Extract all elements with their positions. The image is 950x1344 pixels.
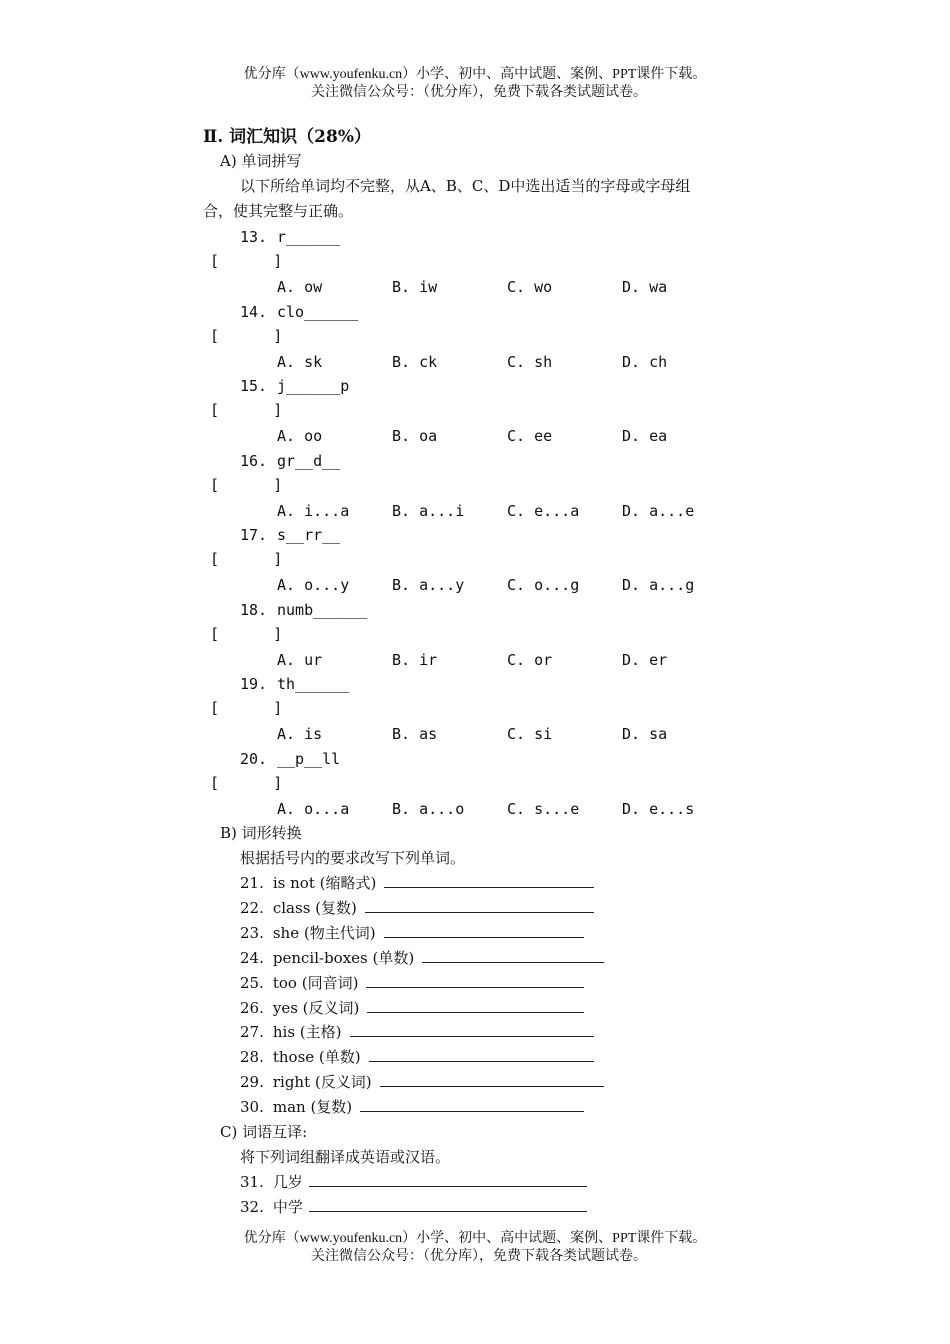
header-line-1: 优分库（www.youfenku.cn）小学、初中、高中试题、案例、PPT课件下载。: [243, 67, 707, 82]
answer-line[interactable]: [384, 872, 594, 888]
answer-line[interactable]: [350, 1021, 594, 1037]
answer-line[interactable]: [367, 997, 584, 1013]
option-b[interactable]: B. as: [392, 725, 438, 743]
option-b[interactable]: B. ir: [392, 650, 438, 669]
footer-line-1: 优分库（www.youfenku.cn）小学、初中、高中试题、案例、PPT课件下载。: [243, 1231, 707, 1246]
answer-line[interactable]: [360, 1096, 584, 1112]
question-number: 16.: [240, 451, 268, 470]
option-d[interactable]: D. wa: [622, 278, 668, 296]
answer-line[interactable]: [380, 1071, 604, 1087]
question-number: 15.: [240, 377, 268, 395]
question-word: clo______: [277, 302, 359, 321]
option-d[interactable]: D. e...s: [622, 799, 695, 818]
question-word: j______p: [277, 377, 350, 395]
answer-line[interactable]: [309, 1196, 587, 1212]
item-number: 22.: [240, 898, 264, 917]
answer-line[interactable]: [365, 897, 594, 913]
answer-bracket[interactable]: [ ]: [210, 550, 283, 568]
answer-line[interactable]: [384, 922, 584, 938]
option-d[interactable]: D. sa: [622, 725, 668, 743]
answer-bracket[interactable]: [ ]: [210, 699, 283, 717]
item-prompt: is not (缩略式): [272, 874, 377, 892]
option-c[interactable]: C. o...g: [507, 576, 580, 594]
item-prompt: right (反义词): [272, 1073, 372, 1092]
word-form-item: [240, 1021, 594, 1043]
answer-bracket[interactable]: [ ]: [210, 475, 283, 494]
option-b[interactable]: B. oa: [392, 427, 438, 445]
question-word: th______: [277, 675, 350, 693]
answer-bracket[interactable]: [ ]: [210, 326, 283, 345]
option-b[interactable]: B. a...y: [392, 576, 465, 594]
item-number: 31.: [240, 1173, 264, 1191]
option-d[interactable]: D. er: [622, 650, 668, 669]
item-prompt: 几岁: [272, 1173, 303, 1191]
option-a[interactable]: A. ow: [277, 278, 323, 296]
question-number: 18.: [240, 600, 268, 619]
option-a[interactable]: A. is: [277, 725, 323, 743]
translation-item: [240, 1196, 587, 1218]
part-a-heading: A) 单词拼写: [220, 152, 302, 170]
item-prompt: class (复数): [272, 898, 357, 917]
option-a[interactable]: A. i...a: [277, 501, 350, 520]
word-form-item: [240, 997, 584, 1019]
header-line-2: 关注微信公众号：（优分库），免费下载各类试题试卷。: [311, 85, 647, 100]
part-b-instruction: 根据括号内的要求改写下列单词。: [240, 849, 466, 867]
word-form-item: [240, 972, 584, 994]
option-b[interactable]: B. ck: [392, 352, 438, 371]
question-word: s__rr__: [277, 526, 341, 544]
word-form-item: [240, 1071, 604, 1093]
option-c[interactable]: C. s...e: [507, 799, 580, 818]
item-prompt: pencil-boxes (单数): [272, 948, 415, 967]
question-number: 20.: [240, 749, 268, 768]
option-b[interactable]: B. iw: [392, 278, 438, 296]
item-prompt: too (同音词): [272, 973, 359, 992]
answer-bracket[interactable]: [ ]: [210, 401, 283, 419]
word-form-item: [240, 897, 594, 919]
item-number: 24.: [240, 948, 264, 967]
option-d[interactable]: D. ea: [622, 427, 668, 445]
question-word: numb______: [277, 600, 368, 619]
item-prompt: man (复数): [272, 1098, 353, 1117]
footer-line-2: 关注微信公众号：（优分库），免费下载各类试题试卷。: [311, 1249, 647, 1264]
option-d[interactable]: D. a...e: [622, 501, 695, 520]
part-a-instruction-1: 以下所给单词均不完整，从A、B、C、D中选出适当的字母或字母组: [240, 177, 691, 195]
option-b[interactable]: B. a...i: [392, 501, 465, 520]
word-form-item: [240, 1096, 584, 1118]
answer-bracket[interactable]: [ ]: [210, 773, 283, 792]
part-a-instruction-2: 合，使其完整与正确。: [203, 202, 354, 220]
item-number: 29.: [240, 1073, 264, 1092]
option-b[interactable]: B. a...o: [392, 799, 465, 818]
answer-line[interactable]: [366, 972, 584, 988]
item-number: 21.: [240, 874, 264, 892]
answer-line[interactable]: [422, 947, 604, 963]
question-number: 14.: [240, 302, 268, 321]
answer-line[interactable]: [309, 1171, 587, 1187]
question-word: gr__d__: [277, 451, 341, 470]
section-title: Ⅱ. 词汇知识（28%）: [203, 127, 371, 147]
option-c[interactable]: C. wo: [507, 278, 553, 296]
answer-bracket[interactable]: [ ]: [210, 252, 283, 270]
page-header: [0, 66, 950, 102]
part-c-heading: C) 词语互译:: [220, 1123, 308, 1141]
option-a[interactable]: A. o...a: [277, 799, 350, 818]
option-a[interactable]: A. oo: [277, 427, 323, 445]
option-a[interactable]: A. o...y: [277, 576, 350, 594]
question-number: 19.: [240, 675, 268, 693]
question-number: 17.: [240, 526, 268, 544]
item-prompt: those (单数): [272, 1048, 361, 1067]
item-number: 26.: [240, 998, 264, 1017]
part-b-heading: B) 词形转换: [220, 824, 302, 842]
answer-line[interactable]: [369, 1046, 594, 1062]
item-number: 28.: [240, 1048, 264, 1067]
option-a[interactable]: A. ur: [277, 650, 323, 669]
item-prompt: yes (反义词): [272, 998, 360, 1017]
option-a[interactable]: A. sk: [277, 352, 323, 371]
item-prompt: 中学: [272, 1198, 303, 1216]
option-c[interactable]: C. or: [507, 650, 553, 669]
item-prompt: she (物主代词): [272, 923, 376, 942]
option-c[interactable]: C. ee: [507, 427, 553, 445]
word-form-item: [240, 947, 604, 969]
answer-bracket[interactable]: [ ]: [210, 624, 283, 643]
item-prompt: his (主格): [272, 1023, 342, 1042]
option-c[interactable]: C. si: [507, 725, 553, 743]
item-number: 27.: [240, 1023, 264, 1042]
part-c-instruction: 将下列词组翻译成英语或汉语。: [240, 1148, 451, 1166]
option-d[interactable]: D. a...g: [622, 576, 695, 594]
word-form-item: [240, 872, 594, 894]
option-c[interactable]: C. e...a: [507, 501, 580, 520]
item-number: 23.: [240, 923, 264, 942]
word-form-item: [240, 922, 584, 944]
item-number: 32.: [240, 1198, 264, 1216]
question-word: __p__ll: [277, 749, 341, 768]
option-d[interactable]: D. ch: [622, 352, 668, 371]
item-number: 25.: [240, 973, 264, 992]
option-c[interactable]: C. sh: [507, 352, 553, 371]
translation-item: [240, 1171, 587, 1193]
page-footer: [0, 1230, 950, 1266]
word-form-item: [240, 1046, 594, 1068]
question-word: r______: [277, 228, 341, 246]
item-number: 30.: [240, 1098, 264, 1117]
question-number: 13.: [240, 228, 268, 246]
